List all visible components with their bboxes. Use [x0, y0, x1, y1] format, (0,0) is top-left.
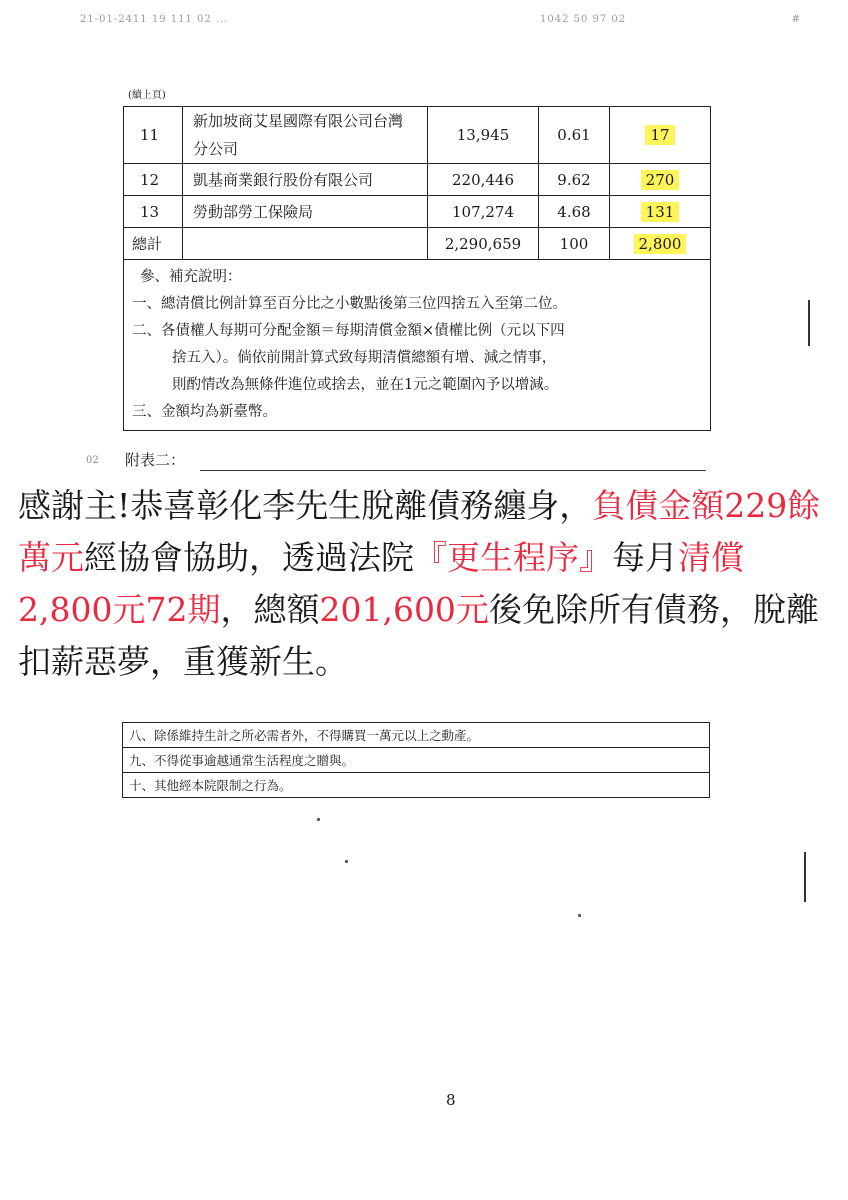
creditor-table: [123, 106, 711, 431]
total-name-blank: [183, 228, 428, 260]
payment-cell: [610, 164, 711, 196]
restriction-item: 九、不得從事逾越通常生活程度之贈與。: [123, 748, 710, 773]
overlay-monthly-payment: 清償2,800元72期: [18, 538, 744, 629]
payment-amount: 131: [641, 202, 680, 222]
overlay-text-5: 後免除所有債務，脫離扣薪惡夢，重獲新生。: [18, 590, 819, 681]
claim-ratio: 0.61: [539, 107, 610, 164]
restriction-item: 八、除係維持生計之所必需者外，不得購買一萬元以上之動產。: [123, 723, 710, 748]
payment-amount: 270: [641, 170, 680, 190]
total-amount: 2,290,659: [428, 228, 539, 260]
total-label: 總計: [124, 228, 183, 260]
payment-cell: [610, 196, 711, 228]
note-item-3: 三、金額均為新臺幣。: [132, 404, 277, 420]
claim-amount: 107,274: [428, 196, 539, 228]
payment-cell: [610, 107, 711, 164]
scan-dot: [317, 818, 320, 821]
scan-dot: [578, 914, 581, 917]
overlay-text-2: 經協會協助，透過法院: [84, 538, 414, 577]
overlay-text-4: ，總額: [220, 590, 320, 629]
payment-amount: 17: [645, 125, 674, 145]
scan-mark: [808, 300, 810, 346]
restriction-item: 十、其他經本院限制之行為。: [123, 773, 710, 798]
notes-row: [124, 260, 711, 431]
note-item-2c: 則酌情改為無條件進位或捨去，並在1元之範圍內予以增減。: [172, 377, 559, 393]
table-row: [124, 164, 711, 196]
table-row: [124, 196, 711, 228]
fax-header-page-mark: #: [791, 14, 800, 25]
fax-header-left: 21-01-2411 19 111 02 ...: [80, 14, 229, 25]
overlay-total-amount: 201,600元: [319, 590, 489, 629]
continued-label: (續上頁): [128, 90, 166, 101]
table-row: [124, 107, 711, 164]
fax-header-middle: 1042 50 97 02: [540, 14, 627, 25]
congratulation-overlay: [0, 474, 848, 726]
table-row: [123, 773, 710, 798]
table-row: [123, 723, 710, 748]
restrictions-table: [122, 722, 710, 798]
overlay-debt-amount: 負債金額229餘萬元: [18, 486, 821, 577]
note-item-2b: 捨五入）。倘依前開計算式致每期清償總額有增、減之情事，: [172, 350, 557, 366]
page-number: 8: [446, 1091, 456, 1109]
claim-ratio: 4.68: [539, 196, 610, 228]
notes-title: 參、補充說明：: [140, 269, 242, 285]
total-row: [124, 228, 711, 260]
margin-mark: 02: [86, 455, 99, 466]
fax-header: [80, 14, 800, 30]
overlay-text-3: 每月: [612, 538, 678, 577]
note-item-1: 一、總清償比例計算至百分比之小數點後第三位四捨五入至第二位。: [132, 296, 567, 312]
note-item-2a: 二、各債權人每期可分配金額＝每期清償金額×債權比例（元以下四: [132, 323, 565, 339]
creditor-name: 勞動部勞工保險局: [183, 196, 428, 228]
scan-mark: [804, 852, 806, 902]
total-payment-cell: [610, 228, 711, 260]
creditor-name: 凱基商業銀行股份有限公司: [183, 164, 428, 196]
claim-amount: 13,945: [428, 107, 539, 164]
annex-title: 附表二：: [125, 451, 186, 469]
annex-divider: [200, 470, 706, 471]
claim-amount: 220,446: [428, 164, 539, 196]
total-payment: 2,800: [634, 234, 687, 254]
row-number: 13: [124, 196, 183, 228]
overlay-text-1: 感謝主!恭喜彰化李先生脫離債務纏身，: [18, 486, 593, 525]
claim-ratio: 9.62: [539, 164, 610, 196]
creditor-name: 新加坡商艾星國際有限公司台灣分公司: [183, 107, 428, 164]
row-number: 12: [124, 164, 183, 196]
table-row: [123, 748, 710, 773]
notes-cell: [124, 260, 711, 431]
row-number: 11: [124, 107, 183, 164]
overlay-procedure: 『更生程序』: [414, 538, 612, 577]
total-ratio: 100: [539, 228, 610, 260]
scan-dot: [345, 860, 348, 863]
